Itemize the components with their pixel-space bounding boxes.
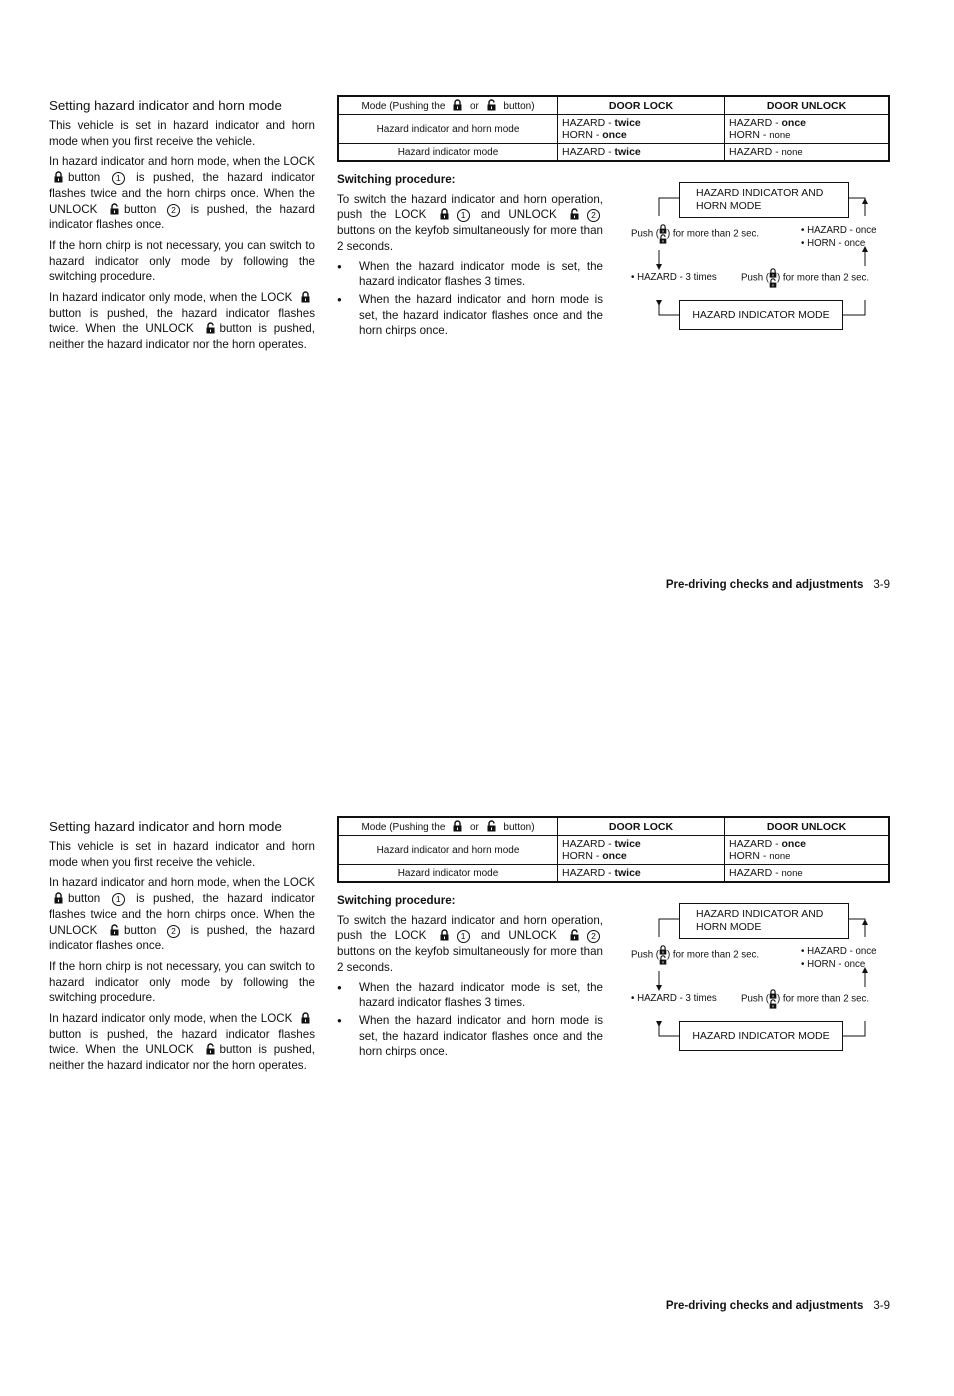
hazard-horn-notes: • HAZARD - once • HORN - once [801, 225, 877, 249]
left-column [49, 819, 315, 1079]
lock-icon [769, 268, 777, 278]
push-instruction-right: Push ( ) for more than 2 sec. [741, 989, 869, 1009]
unlock-icon [110, 924, 119, 936]
mode-header-cell: Mode (Pushing the or button) [338, 817, 558, 836]
table-cell: HAZARD - twice [558, 865, 725, 883]
unlock-icon [769, 999, 777, 1009]
callout-1: 1 [457, 930, 470, 943]
switching-paragraph: To switch the hazard indicator and horn operation, push the LOCK 1 and UNLOCK 2 buttons on the keyfob simultaneously for more than 2 seconds. [337, 192, 603, 253]
callout-2: 2 [587, 209, 600, 222]
horn-chirp-paragraph: If the horn chirp is not necessary, you can switch to hazard indicator only mode by following the switching procedure. [49, 238, 315, 284]
switching-section [337, 172, 603, 341]
switching-paragraph: To switch the hazard indicator and horn operation, push the LOCK 1 and UNLOCK 2 buttons on the keyfob simultaneously for more than 2 seconds. [337, 913, 603, 974]
unlock-icon [570, 929, 579, 941]
hazard-3-times-note: • HAZARD - 3 times [631, 272, 717, 283]
mode-header-cell: Mode (Pushing the or button) [338, 96, 558, 115]
table-row [338, 144, 889, 162]
callout-1: 1 [112, 893, 125, 906]
lock-icon [659, 224, 667, 234]
table-cell: HAZARD - twice [558, 144, 725, 162]
hazard-horn-notes: • HAZARD - once • HORN - once [801, 946, 877, 970]
push-instruction-right: Push ( ) for more than 2 sec. [741, 268, 869, 288]
mode-table [337, 816, 890, 883]
section-title: Setting hazard indicator and horn mode [49, 819, 282, 834]
door-unlock-header: DOOR UNLOCK [725, 817, 890, 836]
page-number: 3-9 [873, 579, 890, 591]
callout-1: 1 [457, 209, 470, 222]
table-row [338, 865, 889, 883]
callout-2: 2 [587, 930, 600, 943]
table-cell: HAZARD - twice HORN - once [558, 115, 725, 144]
intro-paragraph: This vehicle is set in hazard indicator and horn mode when you first receive the vehicle. [49, 840, 315, 869]
lock-icon [769, 989, 777, 999]
hazard-only-paragraph: In hazard indicator only mode, when the LOCK button is pushed, the hazard indicator flashes twice. When the UNLOCK button is pushed, neither the hazard indicator nor the horn operates. [49, 1012, 315, 1073]
lock-icon [659, 945, 667, 955]
lock-icon [301, 1012, 310, 1024]
horn-chirp-paragraph: If the horn chirp is not necessary, you can switch to hazard indicator only mode by following the switching procedure. [49, 959, 315, 1005]
door-lock-header: DOOR LOCK [558, 817, 725, 836]
footer-chapter: Pre-driving checks and adjustments [665, 579, 864, 591]
manual-page [0, 0, 954, 675]
hazard-only-paragraph: In hazard indicator only mode, when the LOCK button is pushed, the hazard indicator flashes twice. When the UNLOCK button is pushed, neither the hazard indicator nor the horn operates. [49, 291, 315, 352]
box-hazard-mode: HAZARD INDICATOR MODE [679, 300, 843, 330]
page-number: 3-9 [873, 1300, 890, 1312]
lock-icon [440, 929, 449, 941]
switching-bullets [337, 980, 603, 1061]
unlock-icon [769, 278, 777, 288]
lock-icon [301, 291, 310, 303]
row-label: Hazard indicator mode [338, 865, 558, 883]
left-column [49, 98, 315, 358]
unlock-icon [110, 203, 119, 215]
box-hazard-horn-mode: HAZARD INDICATOR AND HORN MODE [679, 903, 849, 939]
lock-unlock-paragraph: In hazard indicator and horn mode, when the LOCK button 1 is pushed, the hazard indicator flashes twice and the horn chirps once. When the UNLOCK button 2 is pushed, the hazard indicator flashes once. [49, 876, 315, 953]
callout-1: 1 [112, 172, 125, 185]
list-item: ● When the hazard indicator and horn mode is set, the hazard indicator flashes once and the horn chirps once. [337, 1013, 603, 1060]
table-row [338, 836, 889, 865]
list-item: ● When the hazard indicator mode is set, the hazard indicator flashes 3 times. [337, 980, 603, 1011]
callout-2: 2 [167, 204, 180, 217]
table-header-row [338, 96, 889, 115]
lock-icon [440, 208, 449, 220]
box-hazard-horn-mode: HAZARD INDICATOR AND HORN MODE [679, 182, 849, 218]
table-cell: HAZARD - once HORN - none [725, 115, 890, 144]
lock-icon [453, 99, 462, 111]
mode-switch-diagram [627, 899, 892, 1059]
table-cell: HAZARD - none [725, 865, 890, 883]
row-label: Hazard indicator and horn mode [338, 836, 558, 865]
unlock-icon [487, 99, 496, 111]
hazard-3-times-note: • HAZARD - 3 times [631, 993, 717, 1004]
switching-section [337, 893, 603, 1062]
page-footer [666, 1300, 890, 1312]
intro-paragraph: This vehicle is set in hazard indicator and horn mode when you first receive the vehicle. [49, 119, 315, 148]
unlock-icon [659, 955, 667, 965]
lock-unlock-paragraph: In hazard indicator and horn mode, when the LOCK button 1 is pushed, the hazard indicator flashes twice and the horn chirps once. When the UNLOCK button 2 is pushed, the hazard indicator flashes once. [49, 155, 315, 232]
table-row [338, 115, 889, 144]
table-cell: HAZARD - once HORN - none [725, 836, 890, 865]
table-header-row [338, 817, 889, 836]
switching-bullets [337, 259, 603, 340]
mode-switch-diagram [627, 178, 892, 338]
unlock-icon [206, 322, 215, 334]
push-instruction-left: Push ( ) for more than 2 sec. [631, 945, 759, 965]
lock-icon [54, 892, 63, 904]
lock-icon [453, 820, 462, 832]
table-cell: HAZARD - none [725, 144, 890, 162]
box-hazard-mode: HAZARD INDICATOR MODE [679, 1021, 843, 1051]
unlock-icon [487, 820, 496, 832]
manual-page [0, 721, 954, 1396]
mode-table [337, 95, 890, 162]
lock-icon [54, 171, 63, 183]
footer-chapter: Pre-driving checks and adjustments [665, 1300, 864, 1312]
door-lock-header: DOOR LOCK [558, 96, 725, 115]
unlock-icon [659, 234, 667, 244]
list-item: ● When the hazard indicator mode is set, the hazard indicator flashes 3 times. [337, 259, 603, 290]
page-footer [666, 579, 890, 591]
door-unlock-header: DOOR UNLOCK [725, 96, 890, 115]
unlock-icon [206, 1043, 215, 1055]
switching-title: Switching procedure: [337, 173, 456, 186]
list-item: ● When the hazard indicator and horn mode is set, the hazard indicator flashes once and the horn chirps once. [337, 292, 603, 339]
section-title: Setting hazard indicator and horn mode [49, 98, 282, 113]
row-label: Hazard indicator and horn mode [338, 115, 558, 144]
switching-title: Switching procedure: [337, 894, 456, 907]
row-label: Hazard indicator mode [338, 144, 558, 162]
callout-2: 2 [167, 925, 180, 938]
table-cell: HAZARD - twice HORN - once [558, 836, 725, 865]
push-instruction-left: Push ( ) for more than 2 sec. [631, 224, 759, 244]
unlock-icon [570, 208, 579, 220]
